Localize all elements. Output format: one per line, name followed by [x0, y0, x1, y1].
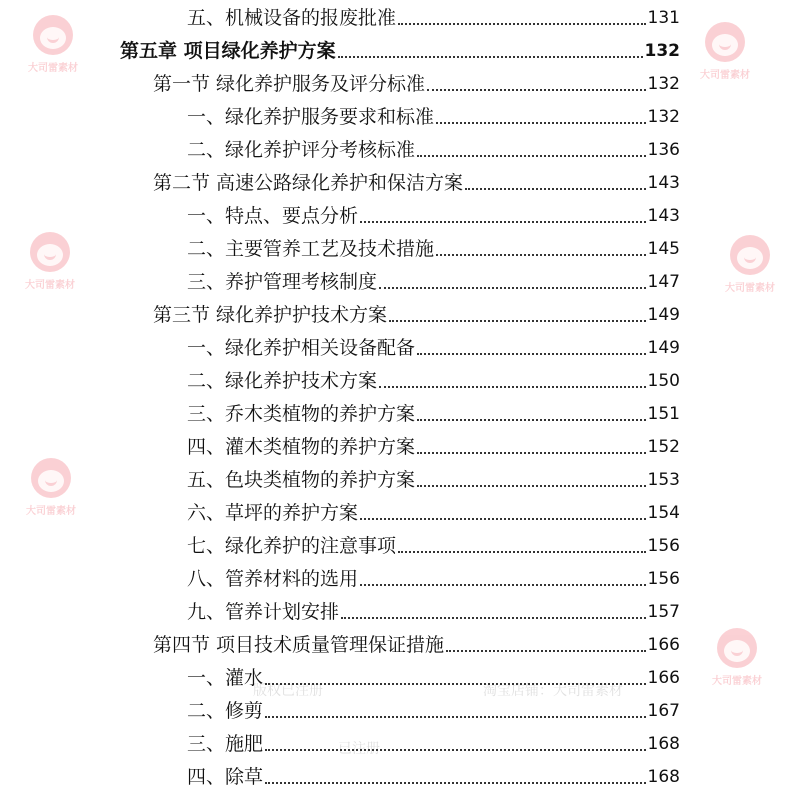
dot-leader: [417, 452, 646, 454]
toc-entry-page-number: 168: [647, 767, 680, 787]
toc-entry-title: 三、施肥: [187, 733, 264, 755]
watermark-face-icon: [717, 628, 757, 668]
toc-entry-page-number: 156: [647, 536, 680, 556]
toc-entry-item[interactable]: [187, 727, 680, 757]
toc-entry-page-number: 143: [647, 206, 680, 226]
toc-entry-title: 八、管养材料的选用: [187, 568, 359, 590]
toc-entry-item[interactable]: [187, 562, 680, 592]
dot-leader: [360, 584, 646, 586]
dot-leader: [265, 782, 646, 784]
toc-entry-title: 第二节 高速公路绿化养护和保洁方案: [153, 172, 464, 194]
watermark-text: 版权已注册: [253, 683, 323, 699]
toc-entry-page-number: 132: [647, 107, 680, 127]
toc-entry-title: 第一节 绿化养护服务及评分标准: [153, 73, 426, 95]
watermark-text: 淘宝店铺：大司雷素材: [483, 683, 623, 699]
dot-leader: [389, 320, 646, 322]
dot-leader: [360, 221, 646, 223]
toc-entry-title: 一、特点、要点分析: [187, 205, 359, 227]
toc-entry-item[interactable]: [187, 265, 680, 295]
dot-leader: [265, 716, 646, 718]
toc-entry-page-number: 149: [647, 338, 680, 358]
toc-entry-title: 三、乔木类植物的养护方案: [187, 403, 416, 425]
watermark-face-icon: [31, 458, 71, 498]
toc-entry-title: 二、主要管养工艺及技术措施: [187, 238, 435, 260]
watermark-face-icon: [705, 22, 745, 62]
toc-entry-title: 一、绿化养护服务要求和标准: [187, 106, 435, 128]
toc-entry-item[interactable]: [187, 529, 680, 559]
toc-entry-item[interactable]: [187, 694, 680, 724]
toc-entry-item[interactable]: [187, 463, 680, 493]
watermark-face-icon: [33, 15, 73, 55]
toc-entry-item[interactable]: [187, 199, 680, 229]
dot-leader: [398, 23, 646, 25]
dot-leader: [436, 122, 646, 124]
dot-leader: [417, 485, 646, 487]
toc-entry-title: 九、管养计划安排: [187, 601, 340, 623]
toc-entry-item[interactable]: [187, 1, 680, 31]
watermark-logo: 大司雷素材: [25, 232, 75, 291]
watermark-logo: 大司雷素材: [712, 628, 762, 687]
watermark-logo: 大司雷素材: [28, 15, 78, 74]
toc-entry-section[interactable]: [153, 67, 680, 97]
toc-entry-page-number: 132: [644, 41, 680, 61]
dot-leader: [265, 683, 646, 685]
toc-entry-item[interactable]: [187, 496, 680, 526]
toc-entry-page-number: 157: [647, 602, 680, 622]
toc-entry-page-number: 143: [647, 173, 680, 193]
dot-leader: [379, 386, 646, 388]
dot-leader: [446, 650, 646, 652]
toc-entry-section[interactable]: [153, 166, 680, 196]
toc-entry-page-number: 151: [647, 404, 680, 424]
toc-entry-section[interactable]: [153, 298, 680, 328]
toc-entry-title: 二、绿化养护评分考核标准: [187, 139, 416, 161]
dot-leader: [341, 617, 646, 619]
toc-entry-page-number: 147: [647, 272, 680, 292]
watermark-text: 已注册: [338, 741, 380, 757]
toc-entry-title: 二、修剪: [187, 700, 264, 722]
toc-entry-chapter[interactable]: [120, 34, 680, 64]
toc-entry-title: 六、草坪的养护方案: [187, 502, 359, 524]
toc-entry-section[interactable]: [153, 628, 680, 658]
toc-entry-title: 五、色块类植物的养护方案: [187, 469, 416, 491]
dot-leader: [338, 56, 643, 58]
toc-entry-item[interactable]: [187, 760, 680, 790]
toc-entry-item[interactable]: [187, 595, 680, 625]
dot-leader: [360, 518, 646, 520]
dot-leader: [427, 89, 646, 91]
watermark-logo: 大司雷素材: [26, 458, 76, 517]
toc-entry-item[interactable]: [187, 397, 680, 427]
dot-leader: [265, 749, 646, 751]
toc-entry-title: 四、除草: [187, 766, 264, 788]
dot-leader: [417, 419, 646, 421]
toc-entry-page-number: 154: [647, 503, 680, 523]
toc-entry-page-number: 145: [647, 239, 680, 259]
toc-entry-title: 第四节 项目技术质量管理保证措施: [153, 634, 445, 656]
toc-entry-page-number: 156: [647, 569, 680, 589]
toc-entry-page-number: 166: [647, 635, 680, 655]
toc-entry-title: 第五章 项目绿化养护方案: [120, 40, 336, 62]
dot-leader: [436, 254, 646, 256]
toc-entry-item[interactable]: [187, 430, 680, 460]
toc-entry-title: 三、养护管理考核制度: [187, 271, 378, 293]
toc-entry-title: 一、绿化养护相关设备配备: [187, 337, 416, 359]
dot-leader: [379, 287, 646, 289]
toc-entry-title: 第三节 绿化养护护技术方案: [153, 304, 388, 326]
toc-entry-item[interactable]: [187, 364, 680, 394]
toc-entry-page-number: 149: [647, 305, 680, 325]
toc-entry-item[interactable]: [187, 331, 680, 361]
dot-leader: [417, 155, 646, 157]
toc-entry-item[interactable]: [187, 232, 680, 262]
dot-leader: [417, 353, 646, 355]
toc-entry-page-number: 168: [647, 734, 680, 754]
watermark-logo: 大司雷素材: [700, 22, 750, 81]
dot-leader: [465, 188, 646, 190]
toc-entry-title: 四、灌木类植物的养护方案: [187, 436, 416, 458]
toc-entry-item[interactable]: [187, 133, 680, 163]
toc-entry-title: 七、绿化养护的注意事项: [187, 535, 397, 557]
watermark-logo: 大司雷素材: [725, 235, 775, 294]
dot-leader: [398, 551, 646, 553]
watermark-face-icon: [730, 235, 770, 275]
toc-entry-page-number: 167: [647, 701, 680, 721]
watermark-face-icon: [30, 232, 70, 272]
toc-entry-page-number: 153: [647, 470, 680, 490]
toc-entry-page-number: 150: [647, 371, 680, 391]
toc-entry-page-number: 166: [647, 668, 680, 688]
toc-entry-title: 二、绿化养护技术方案: [187, 370, 378, 392]
toc-entry-item[interactable]: [187, 661, 680, 691]
toc-entry-page-number: 132: [647, 74, 680, 94]
toc-entry-title: 五、机械设备的报废批准: [187, 7, 397, 29]
toc-entry-title: 一、灌水: [187, 667, 264, 689]
toc-entry-page-number: 136: [647, 140, 680, 160]
toc-entry-page-number: 152: [647, 437, 680, 457]
toc-entry-page-number: 131: [647, 8, 680, 28]
toc-entry-item[interactable]: [187, 100, 680, 130]
